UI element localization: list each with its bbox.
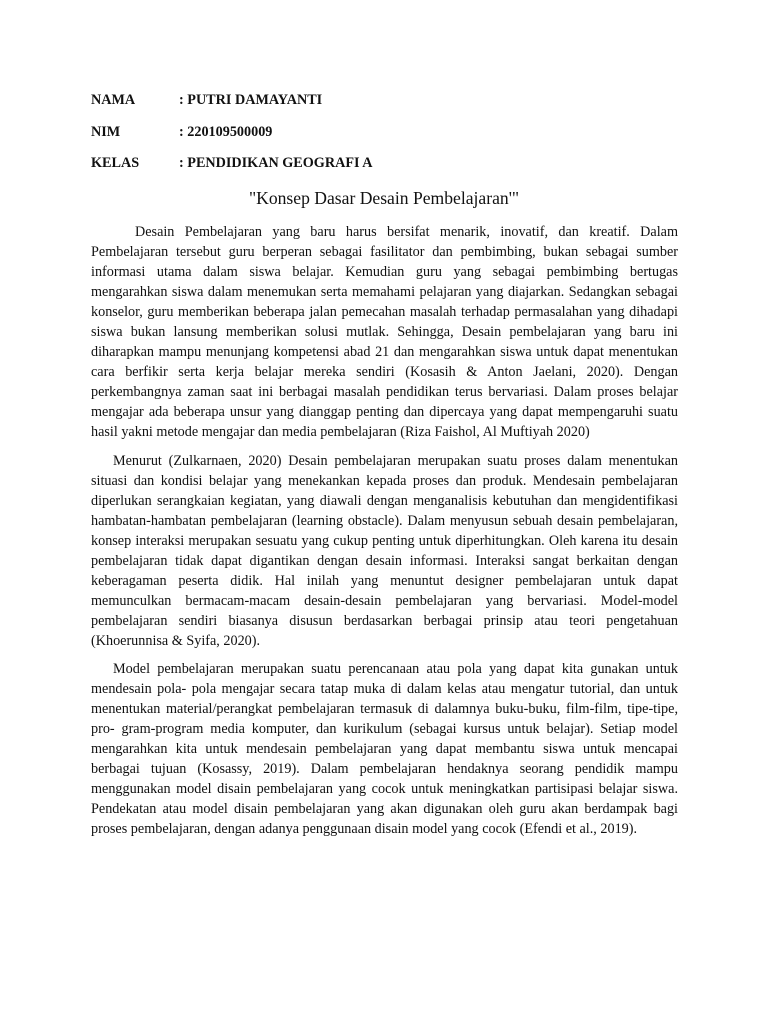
paragraph: Desain Pembelajaran yang baru harus bersifat menarik, inovatif, dan kreatif. Dalam Pembelajaran tersebut guru berperan sebagai fasilitator dan pembimbing, bukan sebagai sumber informasi utama dalam siswa belajar. Kemudian guru yang sebagai pembimbing bertugas mengarahkan siswa dalam menemukan serta memahami pelajaran yang diajarkan. Sedangkan sebagai konselor, guru memberikan beberapa jalan pemecahan masalah terhadap permasalahan yang dihadapi siswa bukan lansung memberikan solusi mutlak. Sehingga, Desain pembelajaran yang baru ini diharapkan mampu menunjang kompetensi abad 21 dan mengarahkan siswa untuk dapat menentukan cara berfikir serta kerja belajar mereka sendiri (Kosasih & Anton Jaelani, 2020). Dengan perkembangnya zaman saat ini berbagai masalah pendidikan terus bervariasi. Dalam proses belajar mengajar ada beberapa unsur yang dianggap penting dan dipercaya yang dapat mempengaruhi suatu hasil yakni metode mengajar dan media pembelajaran (Riza Faishol, Al Muftiyah 2020) bbox=[91, 224, 678, 441]
info-label: NAMA bbox=[91, 92, 136, 108]
document-body bbox=[91, 222, 678, 847]
info-value: : PENDIDIKAN GEOGRAFI A bbox=[179, 155, 373, 171]
student-info bbox=[91, 92, 711, 187]
info-value: : 220109500009 bbox=[179, 123, 273, 140]
info-row-nama bbox=[91, 92, 711, 124]
info-label: KELAS bbox=[91, 155, 140, 171]
document-title: "Konsep Dasar Desain Pembelajaran'" bbox=[248, 188, 520, 208]
info-row-kelas bbox=[91, 155, 711, 187]
info-row-nim bbox=[91, 124, 711, 156]
paragraph: Menurut (Zulkarnaen, 2020) Desain pembelajaran merupakan suatu proses dalam menentukan situasi dan kondisi belajar yang menekankan kepada proses dan produk. Mendesain pembelajaran diperlukan serangkaian kegiatan, yang diawali dengan menganalisis kebutuhan dan mengidentifikasi hambatan-hambatan pembelajaran (learning obstacle). Dalam menyusun sebuah desain pembelajaran, konsep interaksi merupakan sesuatu yang cukup penting untuk diperhitungkan. Oleh karena itu desain pembelajaran tidak dapat digantikan dengan desain informasi. Interaksi sangat berkaitan dengan keberagaman peserta didik. Hal inilah yang menuntut designer pembelajaran untuk dapat memunculkan bermacam-macam desain-desain pembelajaran yang bervariasi. Model-model pembelajaran sendiri biasanya disusun berdasarkan berbagai prinsip atau teori pengetahuan (Khoerunnisa & Syifa, 2020). bbox=[91, 452, 678, 649]
info-label: NIM bbox=[91, 123, 121, 140]
info-value: : PUTRI DAMAYANTI bbox=[179, 92, 323, 108]
paragraph: Model pembelajaran merupakan suatu perencanaan atau pola yang dapat kita gunakan untuk mendesain pola- pola mengajar secara tatap muka di dalam kelas atau mengatur tutorial, dan untuk menentukan material/perangkat pembelajaran termasuk di dalamnya buku-buku, film-film, tipe-tipe, pro- gram-program media komputer, dan kurikulum (sebagai kursus untuk belajar). Setiap model mengarahkan kita untuk mendesain pembelajaran yang dapat membantu siswa untuk mencapai berbagai tujuan (Kosassy, 2019). Dalam pembelajaran hendaknya seorang pendidik mampu menggunakan model disain pembelajaran yang cocok untuk meningkatkan partisipasi belajar siswa. Pendekatan atau model disain pembelajaran yang akan digunakan oleh guru akan berdampak bagi proses pembelajaran, dengan adanya penggunaan disain model yang cocok (Efendi et al., 2019). bbox=[91, 660, 678, 838]
